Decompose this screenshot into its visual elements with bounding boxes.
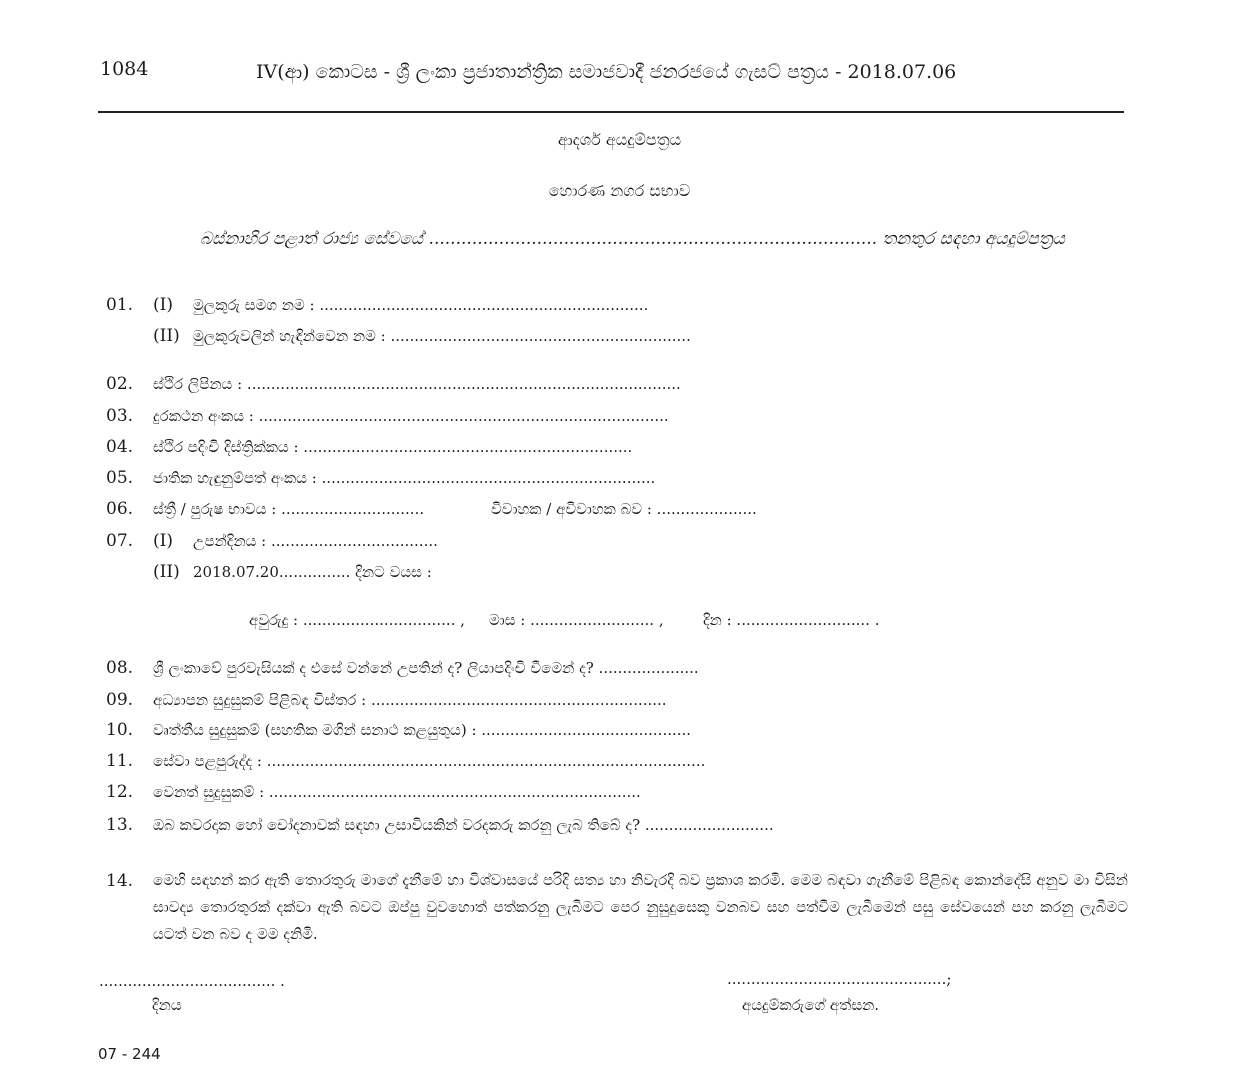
field-telephone: දුරකථන අංකය : ...................................................................................... [153, 407, 669, 425]
field-professional-qualifications: වෘත්තීය සුදුසුකම් (සහතික මගින් සනාථ කළයුතුය) : ............................................ [153, 721, 692, 739]
item-number: 08. [106, 658, 134, 678]
item-number: 07. [106, 531, 134, 551]
date-label: දිනය [152, 996, 182, 1014]
item-number: 03. [106, 406, 134, 426]
sub-label: (I) [153, 531, 173, 551]
field-gender: ස්ත්‍රී / පුරුෂ භාවය : .............................. [153, 500, 425, 518]
page-number: 1084 [100, 58, 149, 80]
field-marital-status: විවාහක / අවිවාහක බව : ..................... [491, 500, 757, 518]
sub-label: (II) [153, 326, 180, 346]
item-number: 09. [106, 690, 134, 710]
item-number: 14. [106, 871, 134, 891]
signature-line: ..............................................; [727, 970, 952, 988]
field-citizenship: ශ්‍රී ලංකාවේ පුරවැසියක් ද එසේ වන්නේ උපතින් ද? ලියාපදිංචි වීමෙන් ද? ..................... [153, 659, 699, 677]
field-experience: සේවා පළපුරුද්ද : ............................................................................................ [153, 752, 706, 770]
field-other-qualifications: වෙනත් සුදුසුකම් : .............................................................................. [153, 783, 641, 801]
footer-code: 07 - 244 [98, 1045, 161, 1063]
field-convictions: ඔබ කවරදාක හෝ චෝදනාවක් සඳහා උසාවියකින් වරදකරු කරනු ලැබ තිබේ ද? ........................... [153, 816, 774, 834]
field-age-days: දින : ............................ . [703, 611, 880, 629]
item-number: 06. [106, 499, 134, 519]
field-nic: ජාතික හැඳුනුම්පත් අංකය : ...................................................................... [153, 469, 656, 487]
date-line: ..................................... . [99, 972, 285, 990]
council-name: හොරණ නගර සභාව [548, 181, 691, 200]
field-age-years: අවුරුදු : ................................ , [249, 611, 465, 629]
header-divider [98, 111, 1124, 113]
field-birth-date: උපන්දිනය : ................................... [193, 532, 438, 550]
field-age-as-at: 2018.07.20............... දිනට වයස : [193, 563, 432, 581]
sub-label: (II) [153, 562, 180, 582]
field-full-name: මුලකුරු සමග නම : ..................................................................... [193, 296, 649, 314]
item-number: 10. [106, 720, 134, 740]
item-number: 02. [106, 374, 134, 394]
item-number: 12. [106, 782, 134, 802]
gazette-title: IV(ආ) කොටස - ශ්‍රී ලංකා ප්‍රජාතාන්ත්‍රික සමාජවාදී ජනරජයේ ගැසට් පත්‍රය - 2018.07.06 [256, 61, 957, 83]
signature-label: අයදුම්කරුගේ අත්සන. [742, 996, 880, 1014]
item-number: 01. [106, 295, 134, 315]
form-subtitle: බස්නාහිර පළාත් රාජ්‍ය සේවයේ ................................................................................... තනතුර සඳහා අයදුම්පත්‍රය [200, 229, 1065, 249]
declaration-text: මෙහි සඳහන් කර ඇති තොරතුරු මාගේ දැනීමේ හා විශ්වාසයේ පරිදි සත්‍ය හා නිවැරදි බව ප්‍රකාශ කරමි. මෙම බඳවා ගැනීමේ පිළිබඳ කොන්දේසි අනුව මා විසින් සාවද්‍ය තොරතුරක් දක්වා ඇති බවට ඔප්පු වුවහොත් පත්කරනු ලැබීමට පෙර නුසුදුසෙකු වනබව සහ පත්වීම ලැබීමෙන් පසු සේවයෙන් පහ කරනු ලැබීමට යටත් වන බව ද මම දනිමි. [153, 871, 1128, 943]
item-number: 11. [106, 751, 134, 771]
field-permanent-address: ස්ථිර ලිපිනය : ........................................................................................... [153, 375, 681, 393]
field-name-by-initials: මුලකුරුවලින් හැඳින්වෙන නම : ............................................................... [193, 327, 691, 345]
form-heading: ආදර්ශ අයදුම්පත්‍රය [557, 130, 682, 149]
sub-label: (I) [153, 295, 173, 315]
item-number: 05. [106, 468, 134, 488]
field-district: ස්ථිර පදිංචි දිස්ත්‍රික්කය : ..................................................................... [153, 438, 633, 456]
field-age-months: මාස : .......................... , [489, 611, 664, 629]
item-number: 13. [106, 815, 134, 835]
field-education: අධ්‍යාපන සුදුසුකම් පිළිබඳ විස්තර : .............................................................. [153, 691, 667, 709]
item-number: 04. [106, 437, 134, 457]
